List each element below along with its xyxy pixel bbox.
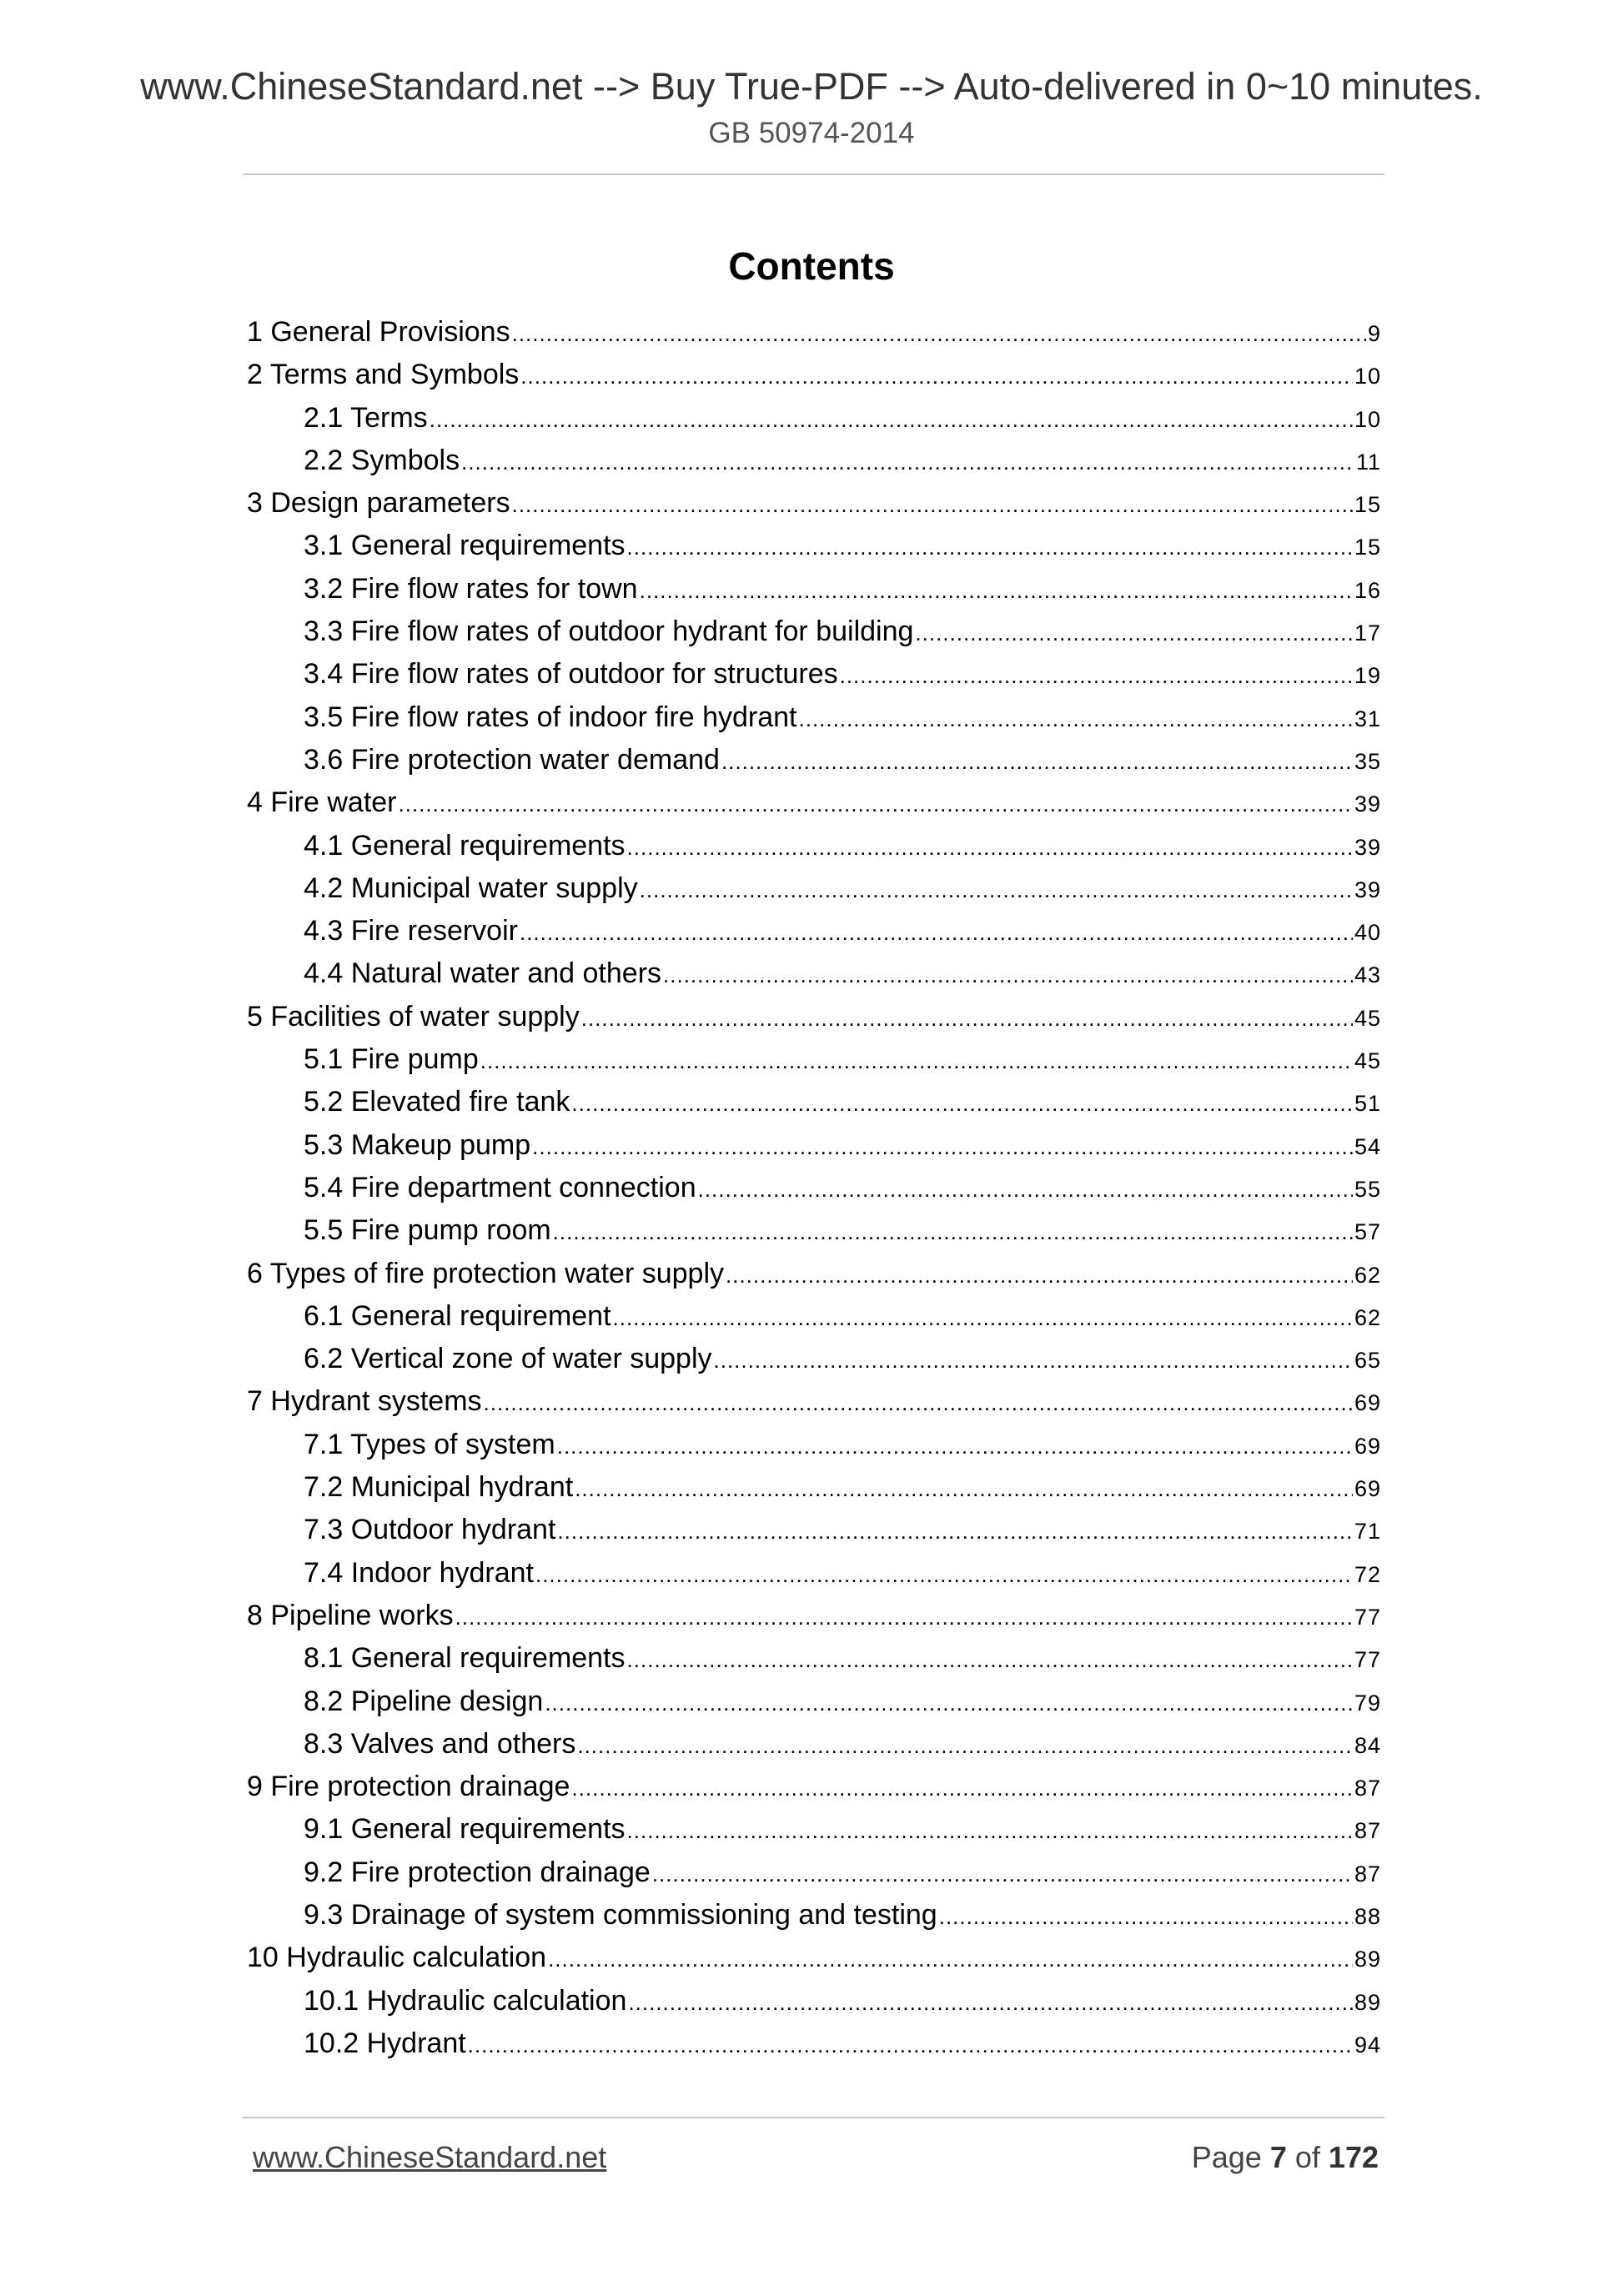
toc-entry-label: 2.2 Symbols: [304, 444, 460, 476]
toc-entry-label: 5.1 Fire pump: [304, 1043, 479, 1076]
toc-subsection-entry[interactable]: [247, 867, 1381, 910]
toc-page-number: 15: [1354, 492, 1381, 518]
toc-page-number: 79: [1354, 1690, 1381, 1716]
toc-chapter-entry[interactable]: [247, 1766, 1381, 1808]
toc-subsection-entry[interactable]: [247, 1466, 1381, 1509]
toc-page-number: 15: [1354, 535, 1381, 560]
toc-page-number: 31: [1354, 706, 1381, 731]
toc-dot-leader: [840, 655, 1353, 697]
toc-subsection-entry[interactable]: [247, 1209, 1381, 1252]
toc-dot-leader: [545, 1682, 1353, 1725]
toc-page-number: 39: [1354, 834, 1381, 860]
toc-dot-leader: [430, 399, 1353, 441]
toc-entry-label: 10 Hydraulic calculation: [247, 1942, 547, 1974]
toc-entry-label: 8 Pipeline works: [247, 1599, 454, 1631]
toc-subsection-entry[interactable]: [247, 1637, 1381, 1680]
toc-page-number: 10: [1354, 406, 1381, 432]
toc-subsection-entry[interactable]: [247, 1808, 1381, 1851]
toc-dot-leader: [640, 869, 1353, 912]
footer-website-link[interactable]: www.ChineseStandard.net: [253, 2140, 607, 2174]
toc-dot-leader: [512, 484, 1353, 526]
toc-dot-leader: [652, 1853, 1353, 1896]
toc-page-number: 94: [1354, 2032, 1381, 2057]
toc-entry-label: 6.1 General requirement: [304, 1299, 611, 1332]
toc-subsection-entry[interactable]: [247, 2022, 1381, 2065]
page-of: of: [1294, 2140, 1320, 2174]
toc-page-number: 87: [1354, 1776, 1381, 1801]
toc-dot-leader: [627, 1810, 1353, 1852]
toc-entry-label: 4.4 Natural water and others: [304, 957, 662, 990]
toc-dot-leader: [915, 612, 1353, 655]
toc-dot-leader: [939, 1896, 1353, 1938]
toc-dot-leader: [721, 741, 1353, 783]
toc-subsection-entry[interactable]: [247, 1167, 1381, 1209]
toc-dot-leader: [557, 1510, 1353, 1553]
toc-entry-label: 9 Fire protection drainage: [247, 1771, 570, 1803]
toc-subsection-entry[interactable]: [247, 1894, 1381, 1937]
toc-dot-leader: [512, 313, 1366, 355]
toc-page-number: 55: [1354, 1176, 1381, 1202]
toc-page-number: 62: [1354, 1262, 1381, 1288]
toc-subsection-entry[interactable]: [247, 397, 1381, 440]
toc-page-number: 72: [1354, 1561, 1381, 1587]
toc-dot-leader: [627, 826, 1353, 869]
toc-subsection-entry[interactable]: [247, 1295, 1381, 1338]
toc-entry-label: 5.5 Fire pump room: [304, 1214, 551, 1247]
toc-entry-label: 3.3 Fire flow rates of outdoor hydrant for building: [304, 615, 914, 648]
toc-entry-label: 3.5 Fire flow rates of indoor fire hydrant: [304, 701, 797, 733]
toc-page-number: 89: [1354, 1947, 1381, 1972]
toc-chapter-entry[interactable]: [247, 482, 1381, 525]
toc-page-number: 11: [1355, 449, 1381, 475]
footer-divider: [243, 2117, 1384, 2118]
toc-subsection-entry[interactable]: [247, 1509, 1381, 1551]
toc-entry-label: 5.3 Makeup pump: [304, 1128, 531, 1161]
toc-page-number: 84: [1354, 1732, 1381, 1758]
toc-page-number: 71: [1354, 1519, 1381, 1545]
toc-chapter-entry[interactable]: [247, 781, 1381, 824]
toc-chapter-entry[interactable]: [247, 1595, 1381, 1637]
header-banner: www.ChineseStandard.net --> Buy True-PDF --> Auto-delivered in 0~10 minutes.: [140, 65, 1483, 108]
header-divider: [243, 173, 1384, 175]
toc-chapter-entry[interactable]: [247, 311, 1381, 354]
toc-subsection-entry[interactable]: [247, 440, 1381, 482]
toc-page-number: 77: [1354, 1604, 1381, 1630]
toc-entry-label: 6.2 Vertical zone of water supply: [304, 1343, 712, 1375]
toc-entry-label: 7 Hydrant systems: [247, 1385, 482, 1418]
toc-subsection-entry[interactable]: [247, 1552, 1381, 1595]
toc-entry-label: 9.3 Drainage of system commissioning and testing: [304, 1898, 937, 1931]
toc-dot-leader: [571, 1083, 1353, 1125]
toc-page-number: 10: [1354, 364, 1381, 389]
page-prefix: Page: [1191, 2140, 1262, 2174]
toc-dot-leader: [581, 997, 1353, 1040]
toc-dot-leader: [627, 526, 1353, 569]
toc-subsection-entry[interactable]: [247, 1723, 1381, 1766]
toc-dot-leader: [484, 1382, 1353, 1424]
toc-page-number: 89: [1354, 1989, 1381, 2015]
total-page-count: 172: [1328, 2140, 1379, 2174]
toc-page-number: 62: [1354, 1304, 1381, 1330]
toc-subsection-entry[interactable]: [247, 1338, 1381, 1380]
toc-dot-leader: [557, 1425, 1353, 1468]
toc-subsection-entry[interactable]: [247, 653, 1381, 696]
toc-dot-leader: [698, 1168, 1353, 1211]
toc-page-number: 43: [1354, 962, 1381, 988]
toc-subsection-entry[interactable]: [247, 825, 1381, 867]
table-of-contents: [247, 311, 1381, 2065]
toc-subsection-entry[interactable]: [247, 910, 1381, 952]
toc-dot-leader: [553, 1211, 1353, 1254]
toc-entry-label: 3 Design parameters: [247, 487, 510, 520]
toc-page-number: 69: [1354, 1390, 1381, 1416]
toc-page-number: 39: [1354, 791, 1381, 817]
toc-subsection-entry[interactable]: [247, 696, 1381, 739]
toc-subsection-entry[interactable]: [247, 610, 1381, 653]
toc-entry-label: 7.4 Indoor hydrant: [304, 1556, 534, 1589]
toc-dot-leader: [663, 954, 1353, 997]
standard-number: GB 50974-2014: [708, 117, 915, 149]
toc-entry-label: 6 Types of fire protection water supply: [247, 1257, 725, 1289]
toc-entry-label: 8.2 Pipeline design: [304, 1685, 544, 1717]
toc-dot-leader: [468, 2024, 1353, 2067]
toc-dot-leader: [577, 1725, 1353, 1767]
toc-chapter-entry[interactable]: [247, 1253, 1381, 1295]
toc-page-number: 65: [1354, 1348, 1381, 1374]
toc-page-number: 51: [1354, 1091, 1381, 1117]
toc-dot-leader: [613, 1297, 1353, 1339]
toc-page-number: 16: [1354, 577, 1381, 603]
toc-dot-leader: [628, 1982, 1353, 2024]
toc-dot-leader: [714, 1339, 1353, 1382]
toc-entry-label: 4.1 General requirements: [304, 829, 626, 862]
toc-chapter-entry[interactable]: [247, 354, 1381, 396]
toc-entry-label: 1 General Provisions: [247, 316, 510, 348]
toc-dot-leader: [575, 1468, 1353, 1510]
toc-page-number: 39: [1354, 877, 1381, 902]
toc-page-number: 45: [1354, 1048, 1381, 1074]
toc-dot-leader: [520, 355, 1353, 398]
toc-subsection-entry[interactable]: [247, 1681, 1381, 1723]
toc-dot-leader: [535, 1554, 1353, 1596]
toc-dot-leader: [799, 698, 1353, 741]
toc-subsection-entry[interactable]: [247, 952, 1381, 995]
toc-page-number: 69: [1354, 1433, 1381, 1459]
toc-chapter-entry[interactable]: [247, 996, 1381, 1038]
toc-subsection-entry[interactable]: [247, 1124, 1381, 1167]
toc-entry-label: 3.4 Fire flow rates of outdoor for structures: [304, 658, 838, 691]
toc-entry-label: 7.2 Municipal hydrant: [304, 1471, 574, 1504]
toc-entry-label: 10.2 Hydrant: [304, 2027, 466, 2059]
toc-page-number: 87: [1354, 1818, 1381, 1844]
toc-entry-label: 5.4 Fire department connection: [304, 1171, 696, 1203]
toc-entry-label: 8.1 General requirements: [304, 1642, 626, 1675]
toc-chapter-entry[interactable]: [247, 1937, 1381, 1979]
toc-entry-label: 5.2 Elevated fire tank: [304, 1086, 570, 1118]
toc-entry-label: 3.6 Fire protection water demand: [304, 743, 720, 776]
toc-entry-label: 9.2 Fire protection drainage: [304, 1856, 651, 1888]
toc-subsection-entry[interactable]: [247, 1851, 1381, 1894]
toc-entry-label: 2.1 Terms: [304, 401, 428, 434]
toc-entry-label: 2 Terms and Symbols: [247, 359, 520, 391]
toc-entry-label: 7.1 Types of system: [304, 1428, 555, 1460]
toc-dot-leader: [726, 1254, 1353, 1297]
toc-page-number: 88: [1354, 1903, 1381, 1929]
toc-entry-label: 10.1 Hydraulic calculation: [304, 1984, 627, 2017]
toc-page-number: 45: [1354, 1005, 1381, 1031]
toc-entry-label: 3.2 Fire flow rates for town: [304, 572, 638, 605]
toc-subsection-entry[interactable]: [247, 1081, 1381, 1123]
toc-subsection-entry[interactable]: [247, 568, 1381, 610]
toc-entry-label: 7.3 Outdoor hydrant: [304, 1514, 556, 1546]
toc-page-number: 69: [1354, 1476, 1381, 1502]
toc-subsection-entry[interactable]: [247, 525, 1381, 567]
toc-dot-leader: [461, 441, 1354, 484]
toc-page-number: 9: [1367, 321, 1381, 346]
toc-page-number: 19: [1354, 663, 1381, 689]
toc-dot-leader: [399, 783, 1353, 826]
toc-subsection-entry[interactable]: [247, 1424, 1381, 1466]
toc-dot-leader: [455, 1596, 1353, 1639]
toc-dot-leader: [480, 1040, 1353, 1083]
toc-page-number: 54: [1354, 1133, 1381, 1159]
toc-subsection-entry[interactable]: [247, 1038, 1381, 1081]
toc-entry-label: 4.2 Municipal water supply: [304, 872, 638, 904]
toc-page-number: 87: [1354, 1861, 1381, 1887]
toc-dot-leader: [532, 1126, 1353, 1168]
current-page-number: 7: [1269, 2140, 1287, 2174]
toc-subsection-entry[interactable]: [247, 739, 1381, 781]
toc-dot-leader: [520, 912, 1353, 954]
toc-entry-label: 5 Facilities of water supply: [247, 1000, 580, 1032]
page-indicator: [1192, 2140, 1379, 2175]
toc-subsection-entry[interactable]: [247, 1980, 1381, 2022]
toc-dot-leader: [571, 1767, 1353, 1810]
toc-dot-leader: [627, 1639, 1353, 1681]
toc-page-number: 35: [1354, 748, 1381, 774]
toc-page-number: 77: [1354, 1647, 1381, 1673]
toc-entry-label: 3.1 General requirements: [304, 530, 626, 562]
toc-dot-leader: [640, 570, 1353, 612]
toc-dot-leader: [548, 1938, 1353, 1981]
toc-entry-label: 8.3 Valves and others: [304, 1727, 576, 1760]
page-title: Contents: [728, 244, 895, 288]
toc-page-number: 17: [1354, 620, 1381, 646]
toc-entry-label: 4.3 Fire reservoir: [304, 915, 518, 947]
toc-page-number: 57: [1354, 1219, 1381, 1245]
toc-page-number: 40: [1354, 920, 1381, 946]
toc-chapter-entry[interactable]: [247, 1380, 1381, 1423]
toc-entry-label: 9.1 General requirements: [304, 1813, 626, 1846]
toc-entry-label: 4 Fire water: [247, 786, 397, 819]
